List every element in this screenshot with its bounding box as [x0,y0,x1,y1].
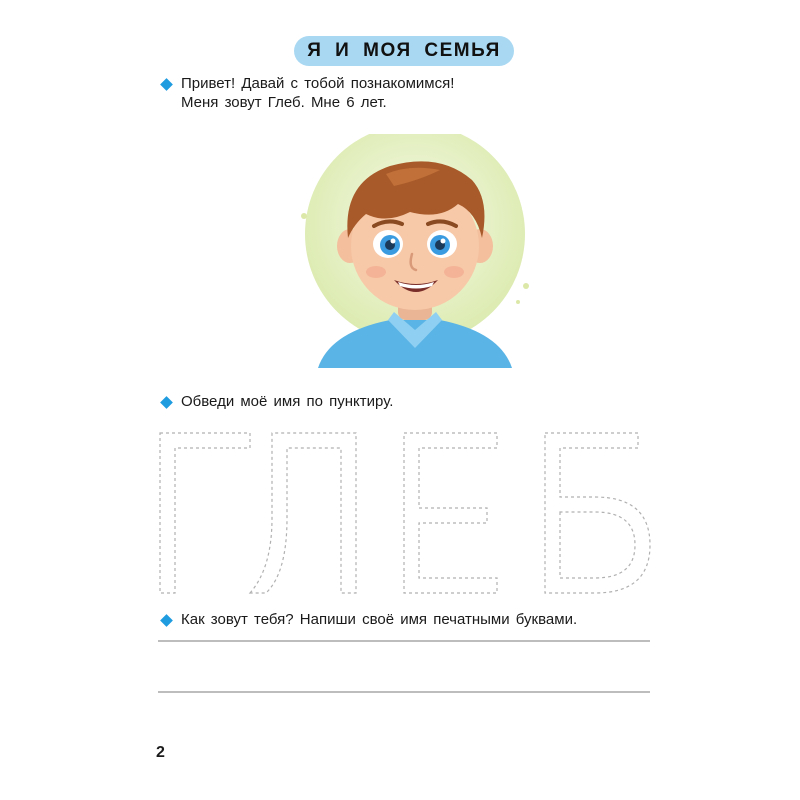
bullet-diamond-icon [160,396,173,409]
bullet-diamond-icon [160,78,173,91]
intro-line-1: Привет! Давай с тобой познакомимся! [181,75,455,92]
writing-line-1[interactable] [158,640,650,642]
dotted-letter-l [250,433,356,593]
intro-line-2: Меня зовут Глеб. Мне 6 лет. [181,94,387,111]
page-title: Я И МОЯ СЕМЬЯ [294,36,514,66]
page-number: 2 [156,744,165,761]
dotted-name-tracing [150,428,660,598]
boy-portrait-illustration [290,134,540,374]
bullet-diamond-icon [160,614,173,627]
writing-line-2[interactable] [158,691,650,693]
trace-instruction: Обведи моё имя по пунктиру. [181,393,394,410]
dotted-letter-e [404,433,497,593]
write-instruction: Как зовут тебя? Напиши своё имя печатными буквами. [181,611,578,628]
dotted-letter-b [545,433,650,593]
dotted-letter-g [160,433,250,593]
